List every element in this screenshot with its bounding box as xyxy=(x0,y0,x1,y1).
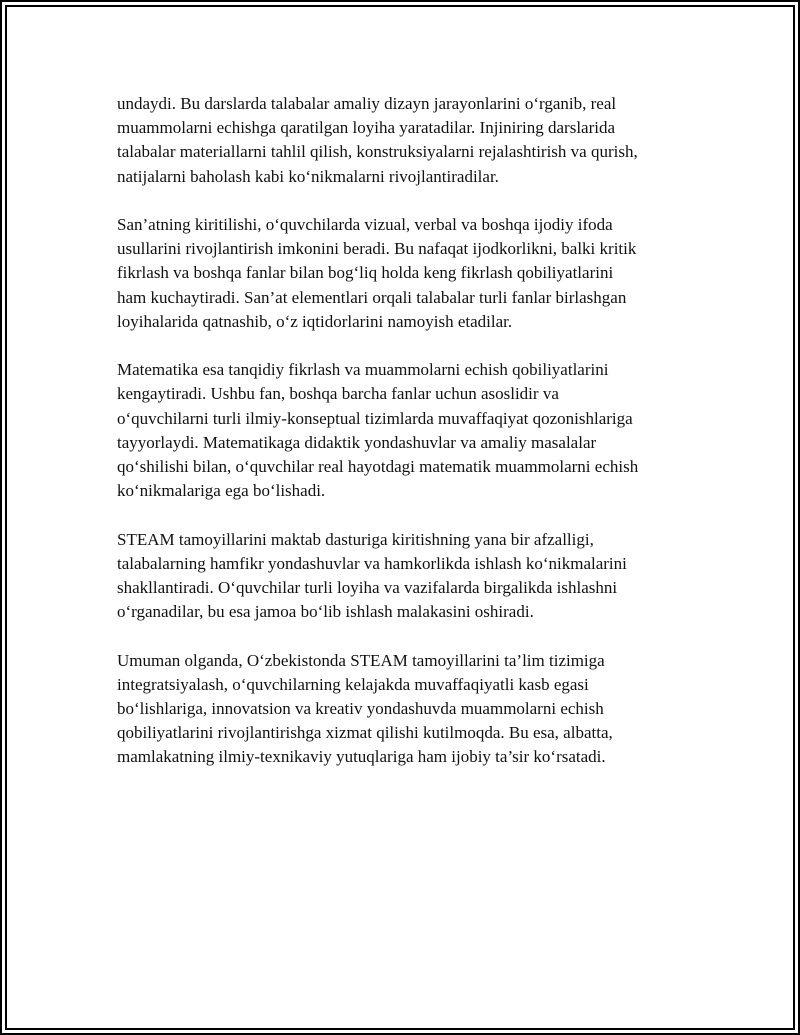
paragraph-3 xyxy=(117,358,717,503)
text-line: qobiliyatlarini rivojlantirishga xizmat qilishi kutilmoqda. Bu esa, albatta, xyxy=(117,723,613,743)
text-line: undaydi. Bu darslarda talabalar amaliy dizayn jarayonlarini o‘rganib, real xyxy=(117,94,617,113)
text-line: Umuman olganda, O‘zbekistonda STEAM tamoyillarini ta’lim tizimiga xyxy=(117,650,605,670)
text-line: natijalarni baholash kabi ko‘nikmalarni rivojlantiradilar. xyxy=(117,166,499,186)
paragraph-2 xyxy=(117,213,717,334)
text-line: talabalarning hamfikr yondashuvlar va hamkorlikda ishlash ko‘nikmalarini xyxy=(117,553,627,573)
paragraph-1 xyxy=(117,92,717,189)
text-line: bo‘lishlariga, innovatsion va kreativ yondashuvda muammolarni echish xyxy=(117,699,604,719)
paragraph-5 xyxy=(117,649,717,770)
text-line: loyihalarida qatnashib, o‘z iqtidorlarini namoyish etadilar. xyxy=(117,311,513,331)
document-body xyxy=(117,92,717,794)
paragraph-4 xyxy=(117,528,717,625)
text-line: o‘rganadilar, bu esa jamoa bo‘lib ishlash malakasini oshiradi. xyxy=(117,602,534,622)
text-line: fikrlash va boshqa fanlar bilan bog‘liq holda keng fikrlash qobiliyatlarini xyxy=(117,263,614,283)
text-line: tayyorlaydi. Matematikaga didaktik yondashuvlar va amaliy masalalar xyxy=(117,432,597,452)
text-line: talabalar materiallarni tahlil qilish, konstruksiyalarni rejalashtirish va qurish, xyxy=(117,142,638,162)
text-line: o‘quvchilarni turli ilmiy-konseptual tizimlarda muvaffaqiyat qozonishlariga xyxy=(117,408,633,428)
text-line: qo‘shilishi bilan, o‘quvchilar real hayotdagi matematik muammolarni echish xyxy=(117,457,639,477)
text-line: kengaytiradi. Ushbu fan, boshqa barcha fanlar uchun asoslidir va xyxy=(117,384,559,404)
text-line: integratsiyalash, o‘quvchilarning kelajakda muvaffaqiyatli kasb egasi xyxy=(117,674,589,694)
text-line: ham kuchaytiradi. San’at elementlari orqali talabalar turli fanlar birlashgan xyxy=(117,287,627,307)
text-line: mamlakatning ilmiy-texnikaviy yutuqlariga ham ijobiy ta’sir ko‘rsatadi. xyxy=(117,747,606,767)
text-line: San’atning kiritilishi, o‘quvchilarda vizual, verbal va boshqa ijodiy ifoda xyxy=(117,215,613,234)
text-line: shakllantiradi. O‘quvchilar turli loyiha va vazifalarda birgalikda ishlashni xyxy=(117,578,618,598)
text-line: ko‘nikmalariga ega bo‘lishadi. xyxy=(117,481,326,501)
text-line: Matematika esa tanqidiy fikrlash va muammolarni echish qobiliyatlarini xyxy=(117,360,609,380)
text-line: STEAM tamoyillarini maktab dasturiga kiritishning yana bir afzalligi, xyxy=(117,529,594,549)
text-line: muammolarni echishga qaratilgan loyiha yaratadilar. Injiniring darslarida xyxy=(117,118,616,138)
text-line: usullarini rivojlantirish imkonini beradi. Bu nafaqat ijodkorlikni, balki kritik xyxy=(117,239,637,259)
